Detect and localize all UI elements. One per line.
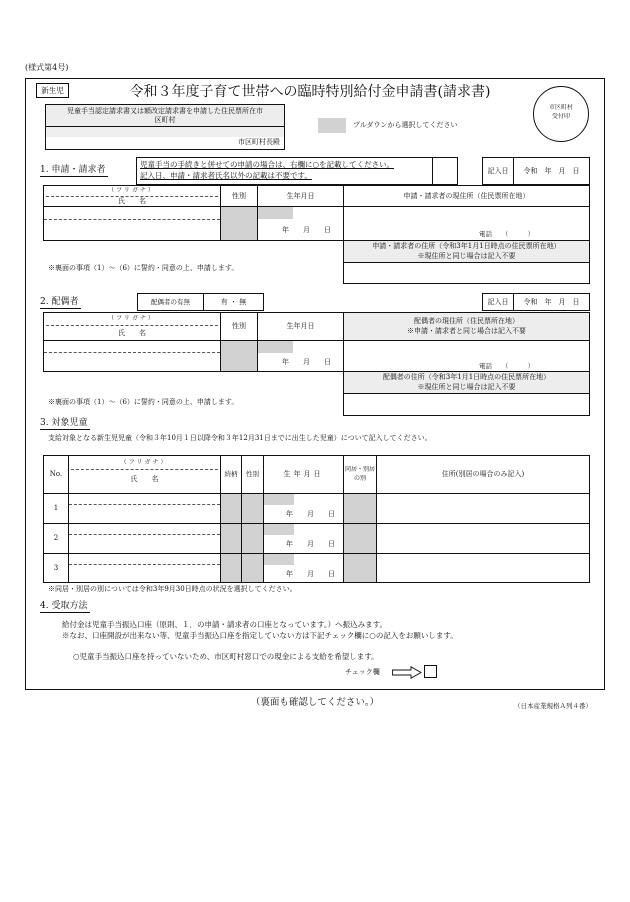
section1-birth-placeholder: 年 月 日	[282, 226, 331, 234]
children-relation-header: 続柄	[220, 455, 242, 494]
section2-date-label: 記入日	[482, 293, 514, 311]
children-row-1-sex-select[interactable]	[241, 493, 264, 524]
section2-name-header-label: 氏 名	[118, 329, 146, 337]
section1-combined-mark-field[interactable]	[432, 157, 458, 185]
children-row-3-era-select[interactable]	[264, 554, 294, 565]
section1-prior-address-line-2: ※現住所と同じ場合は記入不要	[417, 252, 516, 260]
section1-phone-label: 電話 （ ）	[479, 230, 535, 238]
furigana-divider	[44, 352, 220, 353]
section2-pledge: ※裏面の事項（1）～（6）に誓約・同意の上、申請します。	[48, 398, 239, 406]
section2-prior-address-line-2: ※現住所と同じ場合は記入不要	[417, 383, 516, 391]
municipality-select[interactable]	[46, 127, 284, 137]
section1-notice-line-2: 記入日、申請・請求者氏名以外の記載は不要です。	[140, 171, 312, 180]
children-row-2-era-select[interactable]	[264, 524, 294, 535]
children-name-header	[68, 455, 221, 494]
section2-address-field[interactable]	[343, 340, 590, 372]
section2-sex-header: 性別	[220, 312, 258, 341]
section1-notice-line-1: 児童手当の手続きと併せての申請の場合は、右欄に○を記載してください。	[140, 160, 395, 169]
section2-has-spouse-label: 配偶者の有無	[137, 293, 204, 311]
section1-era-select[interactable]	[258, 207, 293, 219]
section4-cash-option: ○児童手当振込口座を持っていないため、市区町村窓口での現金による支給を希望します。	[73, 652, 379, 661]
section1-prior-address-label	[343, 240, 590, 263]
section2-address-header	[343, 312, 590, 341]
section2-name-header	[43, 312, 221, 341]
furigana-divider	[71, 469, 218, 470]
section4-line-1: 給付金は児童手当振込口座（原則、１．の申請・請求者の口座となっています。）へ振込みます。	[62, 620, 388, 629]
section3-heading: 3. 対象児童	[40, 417, 90, 430]
children-row-3-birth-placeholder: 年 月 日	[286, 570, 335, 578]
section1-pledge: ※裏面の事項（1）～（6）に誓約・同意の上、申請します。	[48, 264, 239, 272]
form-title: 令和３年度子育て世帯への臨時特別給付金申請書(請求書)	[129, 84, 491, 100]
children-row-2-name-field[interactable]	[68, 523, 221, 554]
furigana-divider	[46, 325, 218, 326]
arrow-right-icon	[392, 666, 422, 679]
children-row-2-birth-placeholder: 年 月 日	[286, 540, 335, 548]
section2-prior-address-label	[343, 371, 590, 394]
children-row-1-cohabit-select[interactable]	[343, 493, 377, 524]
furigana-divider	[44, 219, 220, 220]
children-name-header-label: 氏 名	[130, 475, 159, 483]
section1-address-field[interactable]	[343, 206, 590, 241]
section1-birth-header: 生年月日	[257, 185, 344, 207]
pulldown-legend-text: プルダウンから選択してください	[353, 121, 458, 129]
section4-line-2: ※なお、口座開設が出来ない等、児童手当振込口座を指定していない方は下記チェック欄に○の記入をお願いします。	[62, 631, 458, 640]
children-row-2-no: 2	[43, 523, 69, 554]
children-row-1-relation-select[interactable]	[220, 493, 242, 524]
children-row-1-birth-field[interactable]	[263, 493, 344, 524]
section1-notice-box	[136, 157, 433, 185]
furigana-divider	[69, 504, 220, 505]
back-side-note: （裏面も確認してください。）	[250, 697, 380, 708]
section2-furigana-header: （フリガナ）	[108, 315, 156, 322]
section2-name-field[interactable]	[43, 340, 221, 372]
section2-address-header-line-1: 配偶者の現住所（住民票所在地）	[414, 317, 519, 325]
section1-name-header	[43, 185, 221, 207]
section1-date-label: 記入日	[482, 157, 514, 185]
children-no-header: No.	[43, 455, 69, 494]
furigana-divider	[69, 564, 220, 565]
paper-size-note: （日本産業規格Ａ列４番）	[514, 702, 592, 710]
section1-furigana-header: （フリガナ）	[108, 187, 156, 194]
section1-birth-field[interactable]	[257, 206, 344, 241]
children-row-2-sex-select[interactable]	[241, 523, 264, 554]
children-cohabit-header-line-1: 同居・別居	[344, 466, 375, 473]
children-birth-header: 生年月日	[263, 455, 344, 494]
section1-sex-header: 性別	[220, 185, 258, 207]
section2-sex-select[interactable]	[220, 340, 258, 372]
children-row-3-name-field[interactable]	[68, 553, 221, 583]
children-address-header: 住所(別居の場合のみ記入)	[376, 455, 590, 494]
children-cohabit-header	[343, 455, 377, 494]
section2-prior-address-field[interactable]	[343, 393, 590, 416]
section2-has-spouse-select[interactable]: 有 ・ 無	[203, 293, 264, 311]
children-furigana-header: （フリガナ）	[120, 459, 169, 466]
children-row-3-cohabit-select[interactable]	[343, 553, 377, 583]
children-row-1-birth-placeholder: 年 月 日	[286, 510, 335, 518]
section1-prior-address-field[interactable]	[343, 262, 590, 284]
children-row-2-relation-select[interactable]	[220, 523, 242, 554]
section1-name-field[interactable]	[43, 206, 221, 241]
section2-heading: 2. 配偶者	[40, 296, 81, 309]
section2-prior-address-line-1: 配偶者の住所（令和3年1月1日時点の住民票所在地）	[382, 373, 551, 381]
section2-era-select[interactable]	[258, 341, 293, 353]
section3-note: ※同居・別居の別については令和3年9月30日時点の状況を選択してください。	[48, 585, 297, 593]
municipality-box	[45, 104, 285, 150]
municipality-addressee: 市区町村長殿	[238, 138, 280, 146]
reception-stamp-circle	[533, 86, 589, 142]
children-sex-header: 性別	[241, 455, 264, 494]
children-row-3-relation-select[interactable]	[220, 553, 242, 583]
children-row-1-address-field[interactable]	[376, 493, 590, 524]
stamp-line-2: 受付印	[551, 113, 570, 120]
stamp-line-1: 市区町村	[548, 104, 573, 111]
children-row-1-no: 1	[43, 493, 69, 524]
section3-intro: 支給対象となる新生児児童（令和３年10月１日以降令和３年12月31日までに出生した児童）について記入してください。	[48, 434, 432, 442]
section1-prior-address-line-1: 申請・請求者の住所（令和3年1月1日時点の住民票所在地）	[372, 242, 561, 250]
children-row-2-birth-field[interactable]	[263, 523, 344, 554]
children-row-3-address-field[interactable]	[376, 553, 590, 583]
section2-birth-header: 生年月日	[257, 312, 344, 341]
children-row-1-era-select[interactable]	[264, 494, 294, 505]
section2-phone-label: 電話 （ ）	[479, 362, 535, 370]
children-row-3-birth-field[interactable]	[263, 553, 344, 583]
pulldown-legend-swatch	[318, 118, 346, 133]
children-row-2-address-field[interactable]	[376, 523, 590, 554]
form-number: (様式第4号)	[25, 63, 69, 72]
section1-date-field[interactable]: 令和 年 月 日	[513, 157, 590, 185]
section1-sex-select[interactable]	[220, 206, 258, 241]
children-row-2-cohabit-select[interactable]	[343, 523, 377, 554]
section2-birth-field[interactable]	[257, 340, 344, 372]
section4-heading: 4. 受取方法	[40, 600, 90, 613]
municipality-label-line-2: 区町村	[154, 116, 176, 124]
children-cohabit-header-line-2: の別	[353, 475, 366, 482]
section2-birth-placeholder: 年 月 日	[282, 358, 331, 366]
furigana-divider	[69, 534, 220, 535]
section2-address-header-line-2: ※申請・請求者と同じ場合は記入不要	[407, 327, 526, 335]
section1-heading: 1. 申請・請求者	[40, 164, 108, 177]
section1-name-header-label: 氏 名	[118, 197, 146, 205]
section2-date-field[interactable]: 令和 年 月 日	[513, 293, 590, 311]
municipality-label	[46, 105, 284, 127]
children-row-3-no: 3	[43, 553, 69, 583]
children-row-1-name-field[interactable]	[68, 493, 221, 524]
section4-check-label: チェック欄	[345, 668, 380, 676]
children-row-3-sex-select[interactable]	[241, 553, 264, 583]
cash-option-checkbox[interactable]	[424, 665, 437, 678]
section1-address-header: 申請・請求者の現住所（住民票所在地）	[343, 185, 590, 207]
municipality-label-line-1: 児童手当認定請求書又は額改定請求書を申請した住民票所在市	[67, 107, 263, 115]
newborn-badge: 新生児	[36, 83, 69, 98]
